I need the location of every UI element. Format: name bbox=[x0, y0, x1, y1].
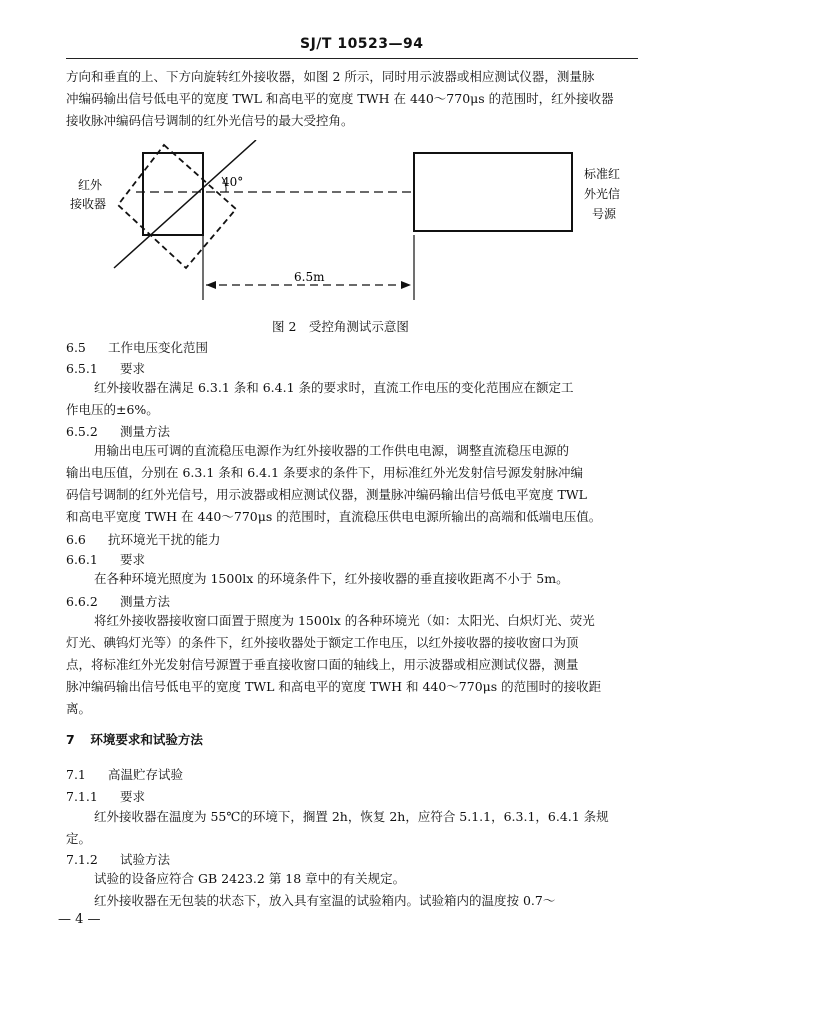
text-line: 冲编码输出信号低电平的宽度 TWL 和高电平的宽度 TWH 在 440～770μs 的范围时，红外接收器 bbox=[66, 91, 614, 106]
section-number: 6.5.2 bbox=[66, 424, 98, 439]
section-number: 7 bbox=[66, 732, 75, 747]
section-6-5-2-body bbox=[66, 440, 601, 528]
section-number: 7.1.1 bbox=[66, 789, 98, 804]
section-7-heading bbox=[66, 730, 203, 748]
receiver-label-line2: 接收器 bbox=[70, 197, 107, 211]
receiver-box bbox=[143, 153, 203, 235]
text-line: 和高电平宽度 TWH 在 440～770μs 的范围时，直流稳压供电电源所输出的高端和低端电压值。 bbox=[66, 509, 602, 524]
text-line: 用输出电压可调的直流稳压电源作为红外接收器的工作供电电源，调整直流稳压电源的 bbox=[94, 443, 570, 458]
signal-source-box bbox=[414, 153, 572, 231]
section-number: 6.5.1 bbox=[66, 361, 98, 376]
arrow-head-right bbox=[401, 281, 411, 289]
source-label-line1: 标准红 bbox=[584, 167, 621, 181]
document-code-header: SJ/T 10523—94 bbox=[300, 36, 424, 52]
section-6-5-2-heading bbox=[66, 422, 170, 440]
angle-line bbox=[114, 140, 256, 268]
header-rule bbox=[66, 58, 638, 59]
source-label-line3: 号源 bbox=[592, 207, 617, 221]
section-7-1-1-body bbox=[66, 806, 609, 850]
rotated-receiver-outline bbox=[118, 145, 236, 268]
section-6-6-1-body bbox=[66, 568, 569, 590]
section-7-1-1-heading bbox=[66, 787, 145, 805]
text-line: 在各种环境光照度为 1500lx 的环境条件下，红外接收器的垂直接收距离不小于 5m。 bbox=[94, 571, 569, 586]
section-title: 抗环境光干扰的能力 bbox=[107, 532, 221, 547]
section-6-5-1-body bbox=[66, 377, 574, 421]
section-number: 6.5 bbox=[66, 340, 86, 355]
section-number: 7.1 bbox=[66, 767, 86, 782]
receiver-label-line1: 红外 bbox=[78, 178, 103, 192]
distance-label: 6.5m bbox=[294, 270, 325, 284]
section-title: 环境要求和试验方法 bbox=[90, 732, 203, 747]
text-line: 作电压的±6%。 bbox=[66, 402, 159, 417]
text-line: 输出电压值，分别在 6.3.1 条和 6.4.1 条要求的条件下，用标准红外光发射信号源发射脉冲编 bbox=[66, 465, 584, 480]
section-7-1-heading bbox=[66, 765, 183, 783]
section-number: 6.6.1 bbox=[66, 552, 98, 567]
section-title: 测量方法 bbox=[119, 424, 170, 439]
section-title: 高温贮存试验 bbox=[107, 767, 183, 782]
text-line: 红外接收器在无包装的状态下，放入具有室温的试验箱内。试验箱内的温度按 0.7～ bbox=[94, 893, 556, 908]
section-number: 6.6.2 bbox=[66, 594, 98, 609]
angle-label: 40° bbox=[222, 175, 244, 189]
text-line: 接收脉冲编码信号调制的红外光信号的最大受控角。 bbox=[66, 113, 354, 128]
section-title: 要求 bbox=[119, 789, 145, 804]
text-line: 离。 bbox=[66, 701, 92, 716]
text-line: 点，将标准红外光发射信号源置于垂直接收窗口面的轴线上，用示波器或相应测试仪器，测量 bbox=[66, 657, 579, 672]
text-line: 红外接收器在满足 6.3.1 条和 6.4.1 条的要求时，直流工作电压的变化范围应在额定工 bbox=[94, 380, 574, 395]
section-6-6-2-heading bbox=[66, 592, 170, 610]
text-line: 定。 bbox=[66, 831, 92, 846]
text-line: 脉冲编码输出信号低电平的宽度 TWL 和高电平的宽度 TWH 和 440～770μs 的范围时的接收距 bbox=[66, 679, 602, 694]
section-7-1-2-heading bbox=[66, 850, 170, 868]
section-number: 6.6 bbox=[66, 532, 86, 547]
text-line: 方向和垂直的上、下方向旋转红外接收器，如图 2 所示，同时用示波器或相应测试仪器，测量脉 bbox=[66, 69, 595, 84]
section-title: 工作电压变化范围 bbox=[107, 340, 208, 355]
angle-test-diagram bbox=[66, 140, 666, 320]
section-title: 测量方法 bbox=[119, 594, 170, 609]
text-line: 红外接收器在温度为 55℃的环境下，搁置 2h，恢复 2h，应符合 5.1.1，6.3.1，6.4.1 条规 bbox=[94, 809, 609, 824]
section-6-5-heading bbox=[66, 338, 208, 356]
section-6-6-2-body bbox=[66, 610, 601, 720]
figure-caption: 图 2 受控角测试示意图 bbox=[272, 319, 409, 334]
section-number: 7.1.2 bbox=[66, 852, 98, 867]
arrow-head-left bbox=[206, 281, 216, 289]
section-title: 要求 bbox=[119, 361, 145, 376]
section-6-6-heading bbox=[66, 530, 221, 548]
text-line: 码信号调制的红外光信号，用示波器或相应测试仪器，测量脉冲编码输出信号低电平宽度 TWL bbox=[66, 487, 587, 502]
section-7-1-2-body bbox=[66, 868, 555, 912]
text-line: 将红外接收器接收窗口面置于照度为 1500lx 的各种环境光（如：太阳光、白炽灯光、荧光 bbox=[94, 613, 595, 628]
page-number: — 4 — bbox=[58, 912, 101, 927]
intro-paragraph bbox=[66, 66, 614, 132]
section-6-5-1-heading bbox=[66, 359, 145, 377]
text-line: 灯光、碘钨灯光等）的条件下，红外接收器处于额定工作电压，以红外接收器的接收窗口为顶 bbox=[66, 635, 579, 650]
source-label-line2: 外光信 bbox=[584, 187, 621, 201]
section-title: 要求 bbox=[119, 552, 145, 567]
section-6-6-1-heading bbox=[66, 550, 145, 568]
text-line: 试验的设备应符合 GB 2423.2 第 18 章中的有关规定。 bbox=[94, 871, 406, 886]
section-title: 试验方法 bbox=[119, 852, 170, 867]
